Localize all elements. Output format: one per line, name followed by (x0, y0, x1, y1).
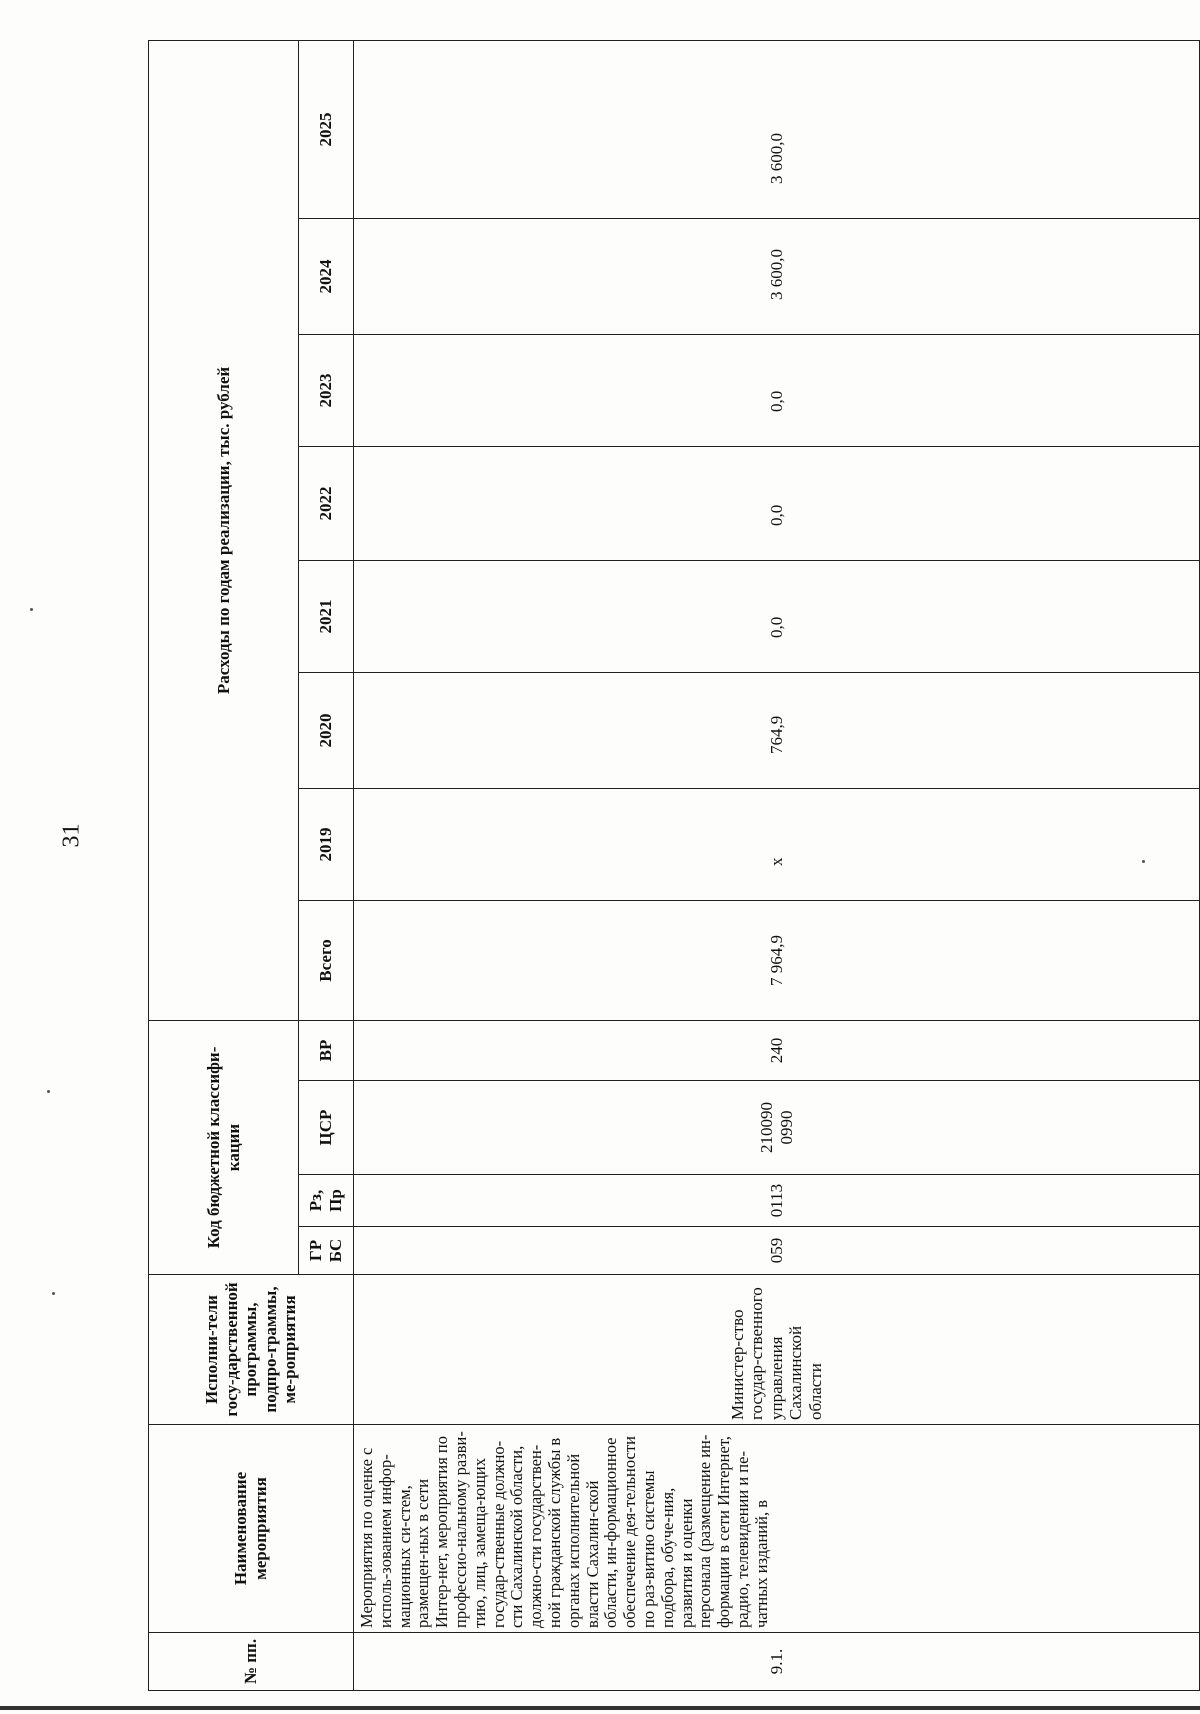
header-executor: Исполни-тели госу-дарственной программы, подпро-граммы, ме-роприятия (149, 1275, 354, 1425)
row-grbs: 059 (354, 1227, 1200, 1275)
header-year-2022: 2022 (299, 446, 354, 560)
row-csr: 210090 0990 (354, 1081, 1200, 1175)
header-year-2025: 2025 (299, 40, 354, 218)
scan-speck (30, 608, 33, 611)
header-num: № пп. (149, 1633, 354, 1691)
header-name: Наименование мероприятия (149, 1425, 354, 1633)
page-number (60, 822, 84, 849)
header-grbs: ГР БС (299, 1227, 354, 1275)
header-expenses-group: Расходы по годам реализации, тыс. рублей (149, 40, 299, 1020)
scan-edge-line (0, 1706, 1200, 1710)
header-csr: ЦСР (299, 1081, 354, 1175)
row-value-2024: 3 600,0 (354, 218, 1200, 334)
header-year-2024: 2024 (299, 218, 354, 334)
row-name: Мероприятия по оценке с исполь-зованием инфор-мационных си-стем, размещен-ных в сети Интер-нет, мероприятия по профессио-нальному разви-тию, лиц, замеща-ющих государ-ственные должно-сти Сахалинской области, должно-сти государствен-ной гражданской службы в органах исполнительной власти Сахалин-ской области, ин-формационное обеспечение дея-тельности по раз-витию системы подбора, обуче-ния, развития и оценки персонала (размещение ин-формации в сети Интернет, радио, телевидении и пе-чатных изданий, в (354, 1425, 1200, 1633)
page-number-text: 31 (58, 823, 85, 848)
header-year-2021: 2021 (299, 560, 354, 672)
row-num: 9.1. (354, 1633, 1200, 1691)
scan-speck (52, 1292, 55, 1295)
header-total: Всего (299, 900, 354, 1020)
row-total: 7 964,9 (354, 900, 1200, 1020)
row-value-2022: 0,0 (354, 446, 1200, 560)
scan-speck (1142, 860, 1145, 863)
row-executor: Министер-ство государ-ственного управления Сахалинской области (354, 1275, 1200, 1425)
header-vr: ВР (299, 1020, 354, 1080)
row-rzpr: 0113 (354, 1175, 1200, 1227)
row-value-2025: 3 600,0 (354, 40, 1200, 218)
scan-speck (47, 1090, 50, 1093)
row-value-2023: 0,0 (354, 334, 1200, 446)
row-vr: 240 (354, 1020, 1200, 1080)
header-year-2019: 2019 (299, 788, 354, 900)
header-code-group: Код бюджетной классифи-кации (149, 1020, 299, 1274)
budget-table-rotated (148, 41, 1200, 1691)
budget-table (148, 40, 1200, 1691)
header-year-2023: 2023 (299, 334, 354, 446)
row-value-2019: x (354, 788, 1200, 900)
row-value-2021: 0,0 (354, 560, 1200, 672)
row-value-2020: 764,9 (354, 672, 1200, 788)
header-year-2020: 2020 (299, 672, 354, 788)
header-rzpr: Рз, Пр (299, 1175, 354, 1227)
table-row (354, 40, 1200, 1690)
